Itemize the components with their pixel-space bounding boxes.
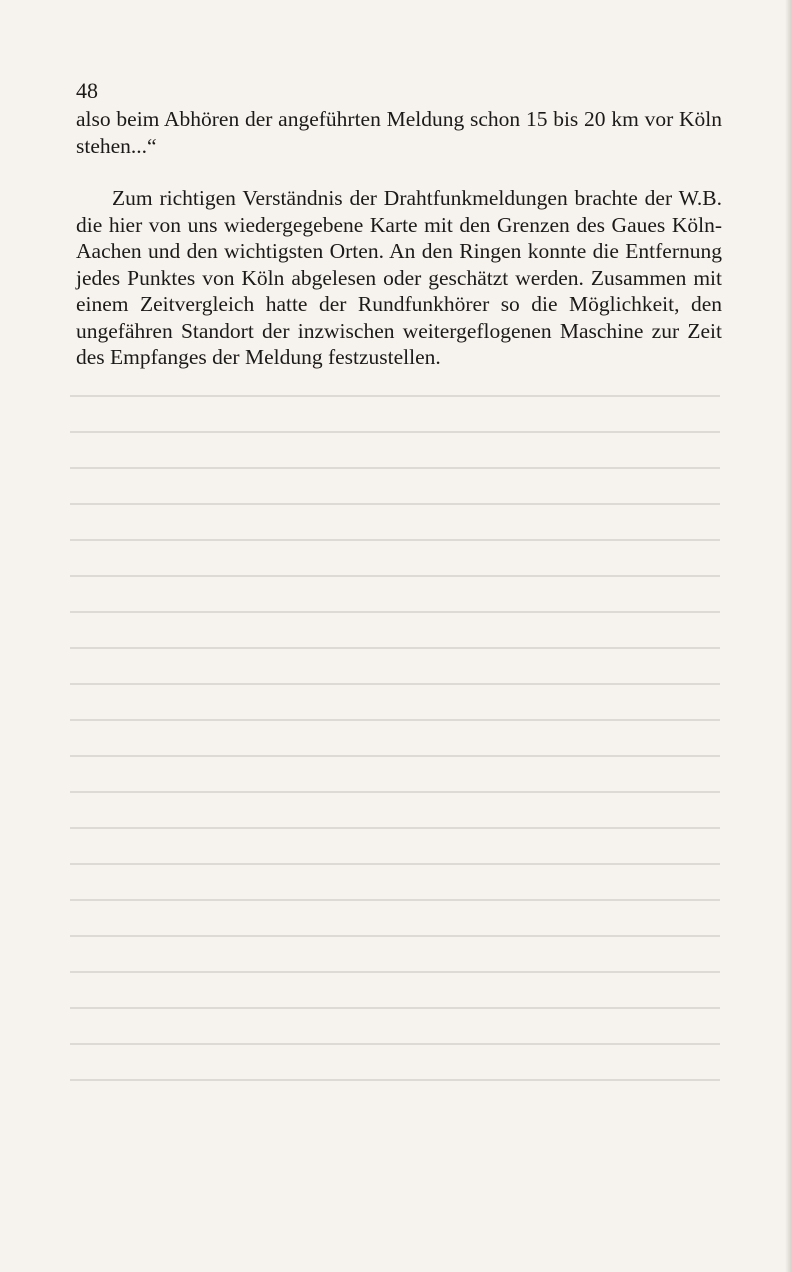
body-text <box>76 106 722 371</box>
paragraph-map-explanation: Zum richtigen Verständnis der Drahtfunkmeldungen brachte der W.B. die hier von uns wiedergegebene Karte mit den Grenzen des Gaues Köln-Aachen und den wichtigsten Orten. An den Ringen konnte die Entfernung jedes Punktes von Köln abgelesen oder geschätzt werden. Zusammen mit einem Zeitvergleich hatte der Rundfunkhörer so die Möglichkeit, den ungefähren Standort der inzwischen weitergeflogenen Maschine zur Zeit des Empfanges der Meldung festzustellen. <box>76 186 722 369</box>
paragraph-continuation: also beim Abhören der angeführten Meldung schon 15 bis 20 km vor Köln stehen...“ <box>76 107 722 158</box>
bleed-through-texture <box>70 395 720 1155</box>
page-edge-shadow <box>785 0 791 1272</box>
page-number: 48 <box>76 78 98 103</box>
